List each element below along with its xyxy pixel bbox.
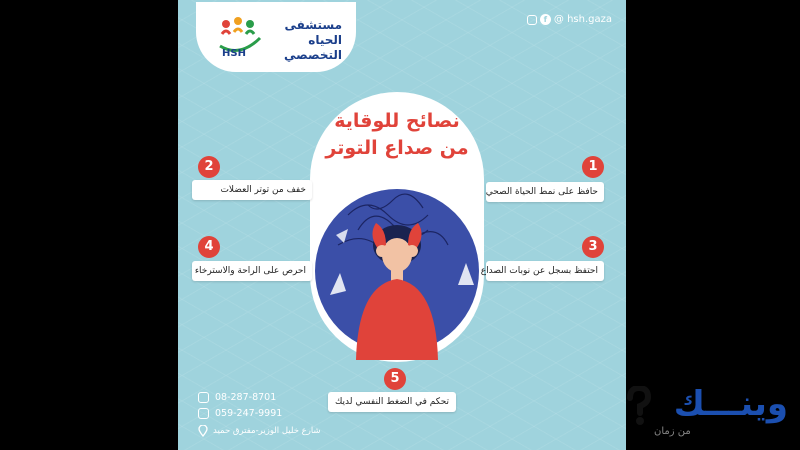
phone-icon — [198, 392, 209, 403]
tip-1-text: حافظ على نمط الحياة الصحي — [485, 187, 598, 197]
watermark-sub: من زمان — [654, 426, 691, 437]
tip-3-number: 3 — [582, 236, 604, 258]
tip-5-number: 5 — [384, 368, 406, 390]
mobile-icon — [198, 408, 209, 419]
title-line2: من صداع التوتر — [325, 137, 469, 159]
instagram-icon — [527, 15, 537, 25]
hospital-logo-card — [196, 2, 356, 72]
tip-1 — [486, 182, 604, 202]
social-handle-text: @ hsh.gaza — [553, 14, 612, 25]
phone-2 — [198, 408, 282, 419]
hospital-name-line2: التخصصي — [284, 48, 342, 62]
location-pin-icon — [198, 425, 208, 437]
tip-2-text: خفف من توتر العضلات — [220, 185, 306, 195]
question-mark-logo-icon — [626, 386, 652, 426]
title-line1: نصائح للوقاية — [334, 110, 460, 132]
stressed-person-illustration — [308, 175, 486, 360]
tip-3-text: احتفظ بسجل عن نوبات الصداع — [480, 266, 598, 276]
page-title — [310, 108, 484, 162]
tip-4-number: 4 — [198, 236, 220, 258]
address-text: شارع خليل الوزير-مفترق حميد — [213, 426, 321, 436]
tip-3 — [480, 261, 604, 281]
hospital-name — [252, 18, 342, 63]
phone-1-text: 08-287-8701 — [215, 392, 277, 403]
social-handle[interactable] — [527, 14, 612, 25]
phone-2-text: 059-247-9991 — [215, 408, 283, 419]
phone-1 — [198, 392, 276, 403]
tip-5-text: تحكم في الضغط النفسي لديك — [334, 397, 450, 407]
watermark-main: وينـــك — [673, 384, 788, 424]
tip-5 — [328, 392, 456, 412]
tip-4 — [192, 261, 312, 281]
tip-2 — [192, 180, 312, 200]
tip-1-number: 1 — [582, 156, 604, 178]
poster — [178, 0, 626, 450]
tip-4-text: احرص على الراحة والاسترخاء — [194, 266, 306, 276]
address — [198, 425, 321, 437]
site-watermark — [620, 380, 800, 450]
hospital-name-line1: مستشفى الحياه — [284, 18, 342, 47]
tip-2-number: 2 — [198, 156, 220, 178]
hospital-abbr: HSH — [222, 48, 246, 59]
facebook-icon: f — [540, 14, 551, 25]
